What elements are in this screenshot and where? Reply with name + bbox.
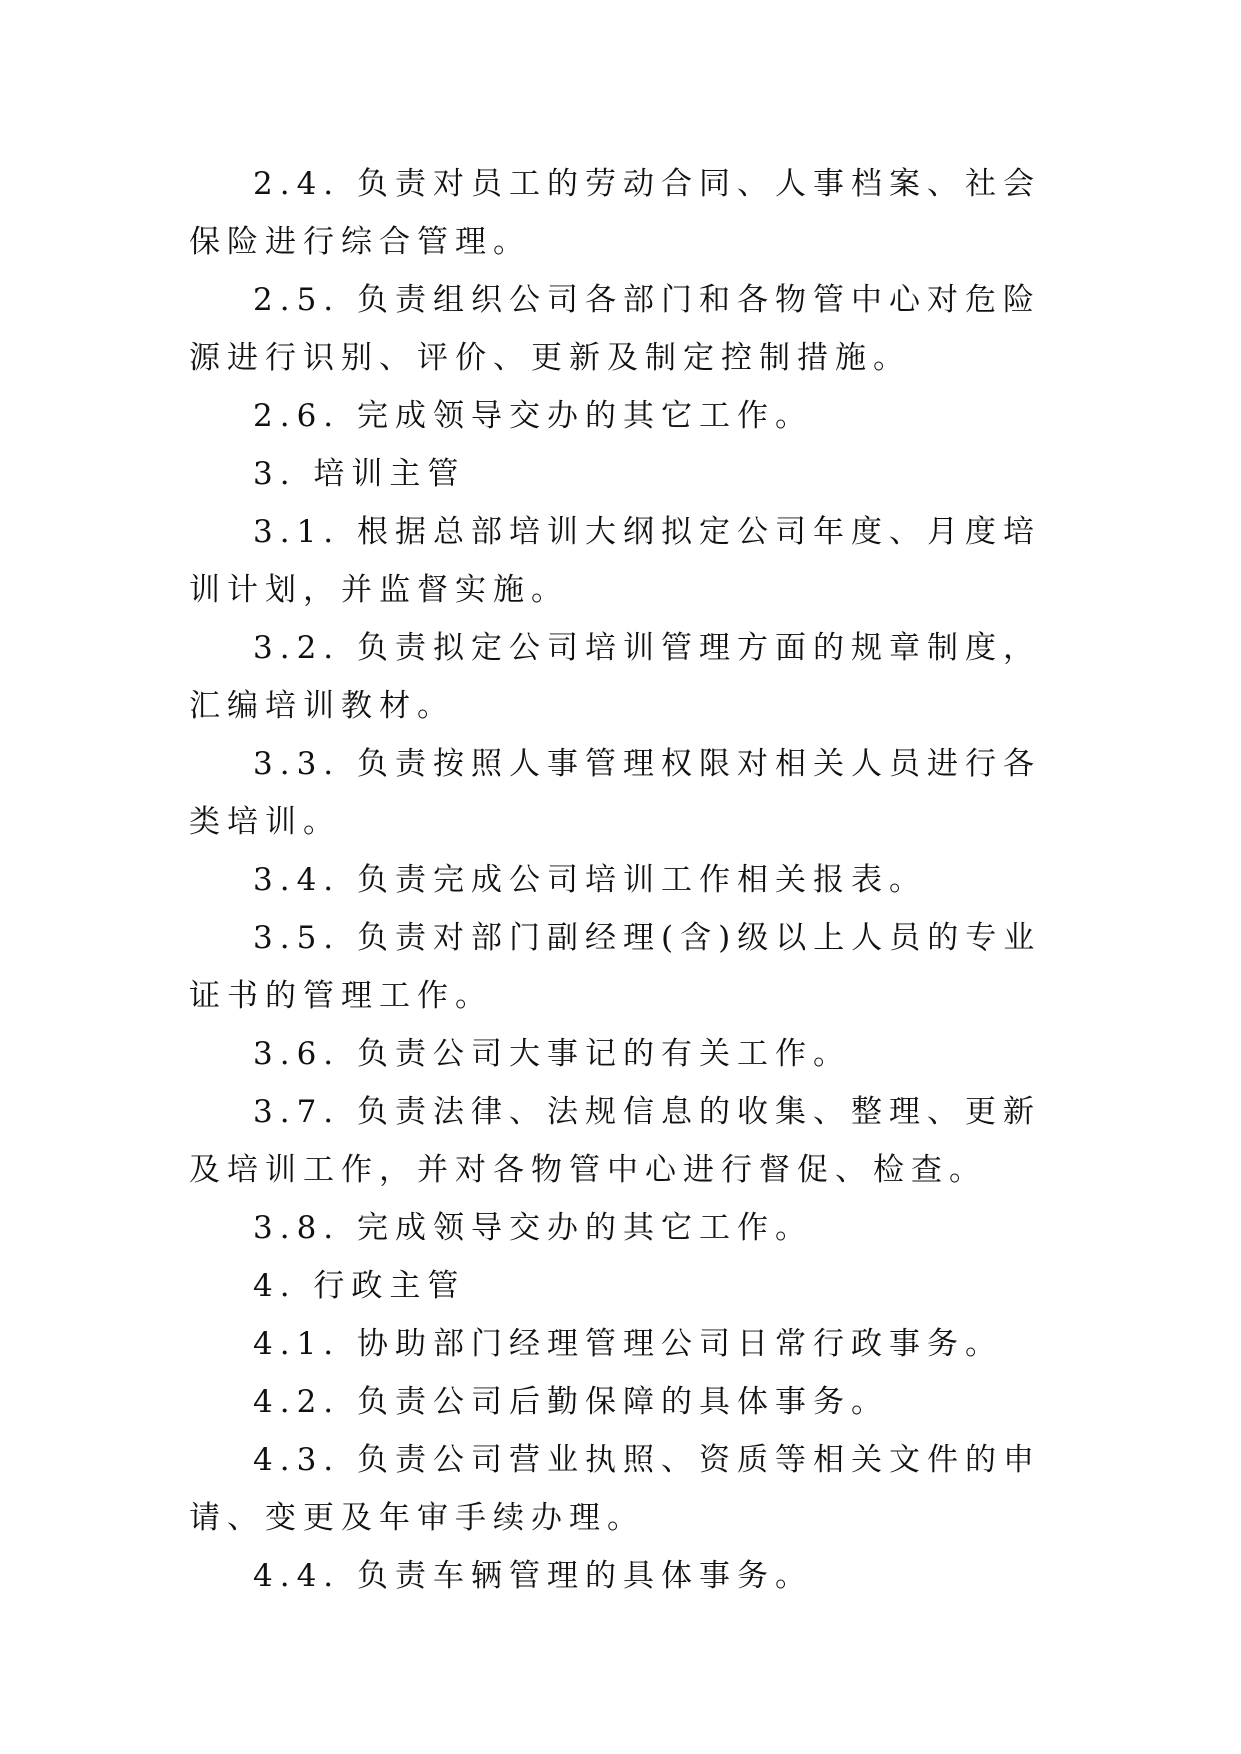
paragraph-2-6: 2.6. 完成领导交办的其它工作。 xyxy=(253,398,814,434)
paragraph-4-4: 4.4. 负责车辆管理的具体事务。 xyxy=(253,1558,814,1594)
paragraph-4-3: 4.3. 负责公司营业执照、资质等相关文件的申请、变更及年审手续办理。 xyxy=(189,1442,1042,1536)
paragraph-3-6: 3.6. 负责公司大事记的有关工作。 xyxy=(253,1036,852,1072)
paragraph-3-7: 3.7. 负责法律、法规信息的收集、整理、更新及培训工作，并对各物管中心进行督促、检查。 xyxy=(189,1094,1042,1188)
paragraph-3-1: 3.1. 根据总部培训大纲拟定公司年度、月度培训计划，并监督实施。 xyxy=(189,514,1042,608)
paragraph-3-3: 3.3. 负责按照人事管理权限对相关人员进行各类培训。 xyxy=(189,746,1042,840)
paragraph-4-1: 4.1. 协助部门经理管理公司日常行政事务。 xyxy=(253,1326,1004,1362)
paragraph-4-2: 4.2. 负责公司后勤保障的具体事务。 xyxy=(253,1384,890,1420)
paragraph-2-5: 2.5. 负责组织公司各部门和各物管中心对危险源进行识别、评价、更新及制定控制措施。 xyxy=(189,282,1042,376)
section-heading-3: 3. 培训主管 xyxy=(253,456,466,492)
paragraph-3-4: 3.4. 负责完成公司培训工作相关报表。 xyxy=(253,862,928,898)
section-heading-4: 4. 行政主管 xyxy=(253,1268,466,1304)
paragraph-3-2: 3.2. 负责拟定公司培训管理方面的规章制度，汇编培训教材。 xyxy=(189,630,1042,724)
paragraph-2-4: 2.4. 负责对员工的劳动合同、人事档案、社会保险进行综合管理。 xyxy=(189,166,1042,260)
paragraph-3-8: 3.8. 完成领导交办的其它工作。 xyxy=(253,1210,814,1246)
paragraph-3-5: 3.5. 负责对部门副经理(含)级以上人员的专业证书的管理工作。 xyxy=(189,920,1042,1014)
document-body xyxy=(189,155,1069,1605)
